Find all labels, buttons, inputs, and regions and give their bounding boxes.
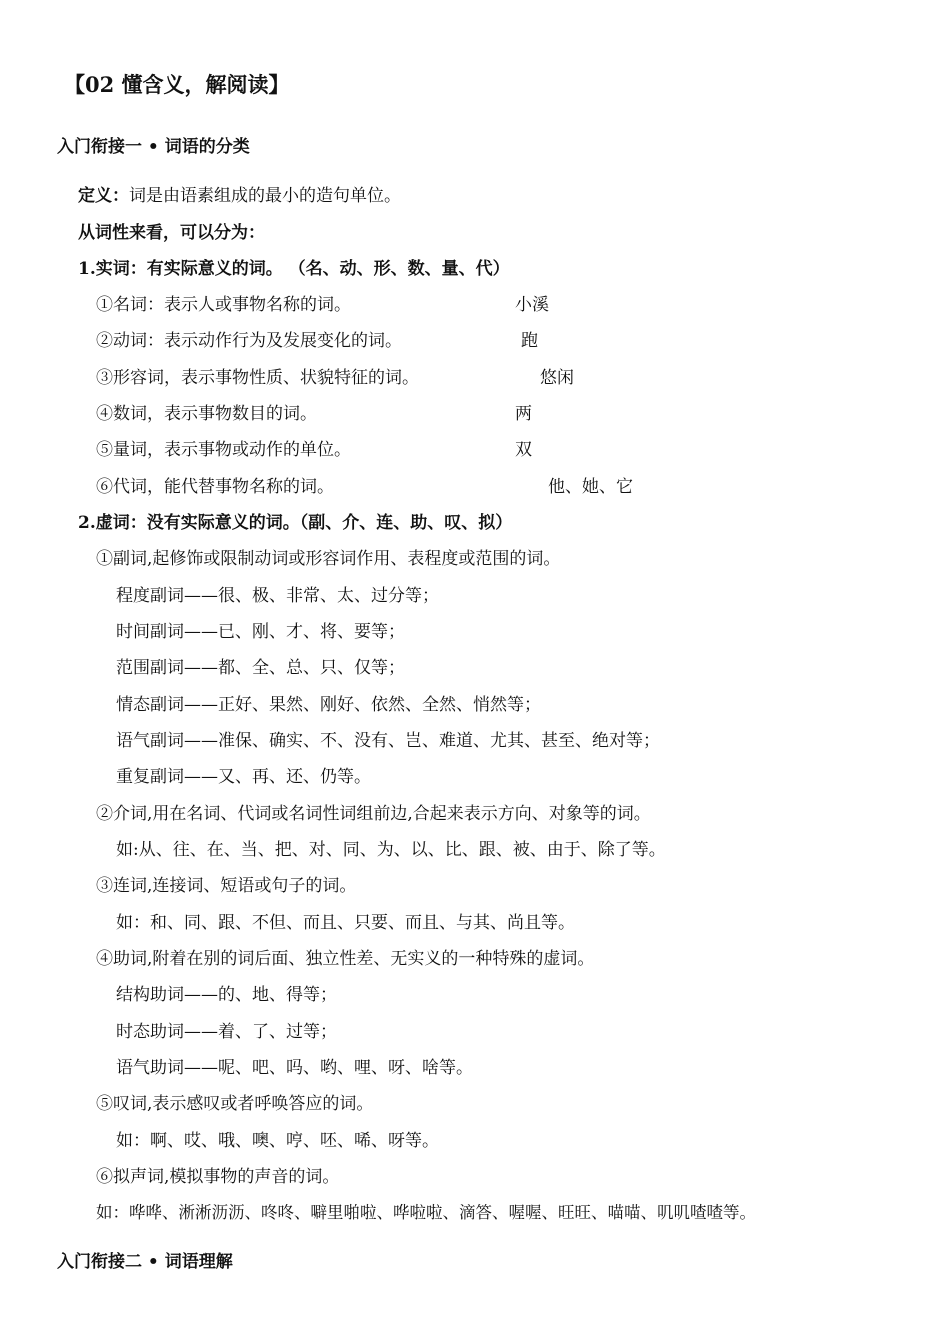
page-title: 【02 懂含义，解阅读】 [64,72,290,97]
conjunction-example: 如：和、同、跟、不但、而且、只要、而且、与其、尚且等。 [116,913,575,933]
content-word-item-adjective: ③形容词，表示事物性质、状貌特征的词。 [96,368,419,388]
adverb-mood: 语气副词——准保、确实、不、没有、岂、难道、尤其、甚至、绝对等； [116,731,660,751]
particle-definition: ④助词,附着在别的词后面、独立性差、无实义的一种特殊的虚词。 [96,949,595,969]
adverb-manner: 情态副词——正好、果然、刚好、依然、全然、悄然等； [116,695,541,715]
content-word-item-pronoun: ⑥代词，能代替事物名称的词。 [96,477,334,497]
adverb-repetition: 重复副词——又、再、还、仍等。 [116,767,371,787]
adverb-degree: 程度副词——很、极、非常、太、过分等； [116,586,439,606]
adverb-definition: ①副词,起修饰或限制动词或形容词作用、表程度或范围的词。 [96,549,561,569]
definition-label: 定义： [78,186,129,206]
function-words-heading: 2.虚词：没有实际意义的词。（副、介、连、助、叹、拟） [78,513,513,533]
content-word-item-measure: ⑤量词，表示事物或动作的单位。 [96,440,351,460]
particle-modal: 语气助词——呢、吧、吗、哟、哩、呀、啥等。 [116,1058,473,1078]
content-word-example-adjective: 悠闲 [540,368,574,388]
content-word-example-numeral: 两 [515,404,532,424]
interjection-definition: ⑤叹词,表示感叹或者呼唤答应的词。 [96,1094,374,1114]
classify-intro: 从词性来看，可以分为： [78,223,265,243]
definition-text: 词是由语素组成的最小的造句单位。 [129,186,401,206]
preposition-definition: ②介词,用在名词、代词或名词性词组前边,合起来表示方向、对象等的词。 [96,804,651,824]
content-word-example-noun: 小溪 [515,295,549,315]
particle-structural: 结构助词——的、地、得等； [116,985,337,1005]
content-word-example-verb: 跑 [521,331,538,351]
content-word-item-verb: ②动词：表示动作行为及发展变化的词。 [96,331,402,351]
adverb-scope: 范围副词——都、全、总、只、仅等； [116,658,405,678]
section-heading-2: 入门衔接二 • 词语理解 [57,1252,233,1272]
content-word-item-numeral: ④数词，表示事物数目的词。 [96,404,317,424]
section-heading-1: 入门衔接一 • 词语的分类 [57,137,250,157]
content-word-item-noun: ①名词：表示人或事物名称的词。 [96,295,351,315]
content-words-heading: 1.实词：有实际意义的词。 （名、动、形、数、量、代） [78,259,510,279]
onomatopoeia-definition: ⑥拟声词,模拟事物的声音的词。 [96,1167,340,1187]
conjunction-definition: ③连词,连接词、短语或句子的词。 [96,876,357,896]
definition [78,185,401,207]
particle-aspect: 时态助词——着、了、过等； [116,1022,337,1042]
onomatopoeia-example: 如：哗哗、淅淅沥沥、咚咚、噼里啪啦、哗啦啦、滴答、喔喔、旺旺、喵喵、叽叽喳喳等。 [96,1203,756,1222]
adverb-time: 时间副词——已、刚、才、将、要等； [116,622,405,642]
interjection-example: 如：啊、哎、哦、噢、哼、呸、唏、呀等。 [116,1131,439,1151]
content-word-example-pronoun: 他、她、它 [548,477,633,497]
content-word-example-measure: 双 [515,440,532,460]
preposition-example: 如:从、往、在、当、把、对、同、为、以、比、跟、被、由于、除了等。 [116,840,666,860]
